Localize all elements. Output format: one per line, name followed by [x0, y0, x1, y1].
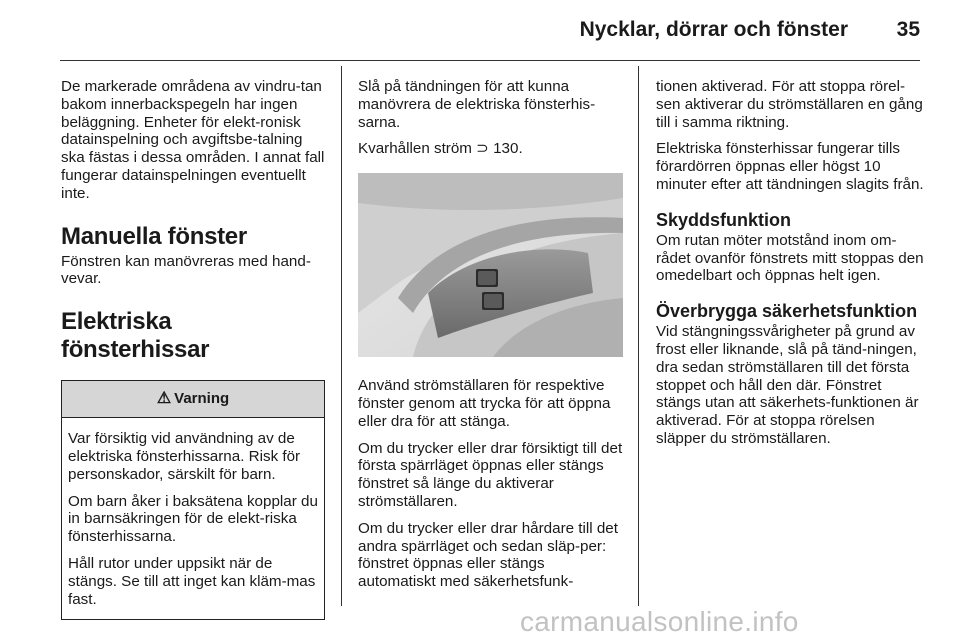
paragraph: Om du trycker eller drar hårdare till det andra spärrläget och sedan släp-per: fönstret öppnas eller stängs automatiskt med säkerhetsfunk-	[358, 519, 618, 591]
override-text: Vid stängningssvårigheter på grund av frost eller liknande, slå på tänd-ningen, dra sedan strömställaren till det första stoppet och håll den där. Fönstret stängs utan att säkerhets-funktionen är aktiverad. För at stoppa rörelsen släpper du strömställaren.	[656, 323, 919, 447]
column-2	[358, 78, 623, 600]
column-1	[61, 78, 325, 620]
warning-body	[62, 418, 324, 619]
warning-paragraph: Håll rutor under uppsikt när de stängs. Se till att inget kan kläm-mas fast.	[68, 554, 316, 608]
page-title: Nycklar, dörrar och fönster	[579, 18, 848, 41]
paragraph: Använd strömställaren för respektive fönster genom att trycka för att öppna eller dra för att stänga.	[358, 377, 611, 430]
watermark: carmanualsonline.info	[520, 606, 799, 637]
page-number: 35	[896, 18, 920, 41]
subheading-protection: Skyddsfunktion	[656, 209, 792, 230]
intro-paragraph: De markerade områdena av vindru-tan bakom innerbackspegeln har ingen beläggning. Enheter för elekt-ronisk datainspelning och avgiftsbe-talning ska fästas i dessa områden. I annat fall fungerar datainspelningen eventuellt inte.	[61, 78, 325, 202]
section-heading-manual-windows: Manuella fönster	[61, 222, 247, 250]
subheading-override: Överbrygga säkerhetsfunktion	[656, 301, 918, 322]
window-switch-photo	[358, 173, 623, 357]
paragraph: Om du trycker eller drar försiktigt till det första spärrläget öppnas eller stängs fönstret så länge du aktiverar strömställaren.	[358, 439, 623, 510]
header-divider	[60, 60, 920, 61]
section-heading-electric-windows: Elektriska fönsterhissar	[61, 308, 210, 364]
warning-paragraph: Var försiktig vid användning av de elektriska fönsterhissarna. Risk för personskador, särskilt för barn.	[68, 430, 301, 483]
warning-box	[61, 380, 325, 620]
column-divider-2	[638, 66, 639, 606]
warning-header	[62, 381, 324, 418]
protection-text: Om rutan möter motstånd inom om-rådet ovanför fönstrets mitt stoppas den omedelbart och öppnas helt igen.	[656, 231, 924, 285]
warning-paragraph: Om barn åker i baksätena kopplar du in barnsäkringen för de elekt-riska fönsterhissarna.	[68, 492, 318, 546]
paragraph-reference: Kvarhållen ström ⊃ 130.	[358, 140, 523, 158]
paragraph: Elektriska fönsterhissar fungerar tills förardörren öppnas eller högst 10 minuter efter att tändningen slagits från.	[656, 140, 924, 193]
warning-triangle-icon: ⚠	[156, 390, 172, 408]
warning-title: Varning	[174, 390, 230, 408]
paragraph: tionen aktiverad. För att stoppa rörel-sen aktiverar du strömställaren en gång till i samma riktning.	[656, 78, 923, 131]
column-3	[656, 78, 924, 457]
column-divider-1	[341, 66, 342, 606]
paragraph: Slå på tändningen för att kunna manövrera de elektriska fönsterhis-sarna.	[358, 78, 596, 131]
manual-windows-text: Fönstren kan manövreras med hand-vevar.	[61, 252, 311, 288]
